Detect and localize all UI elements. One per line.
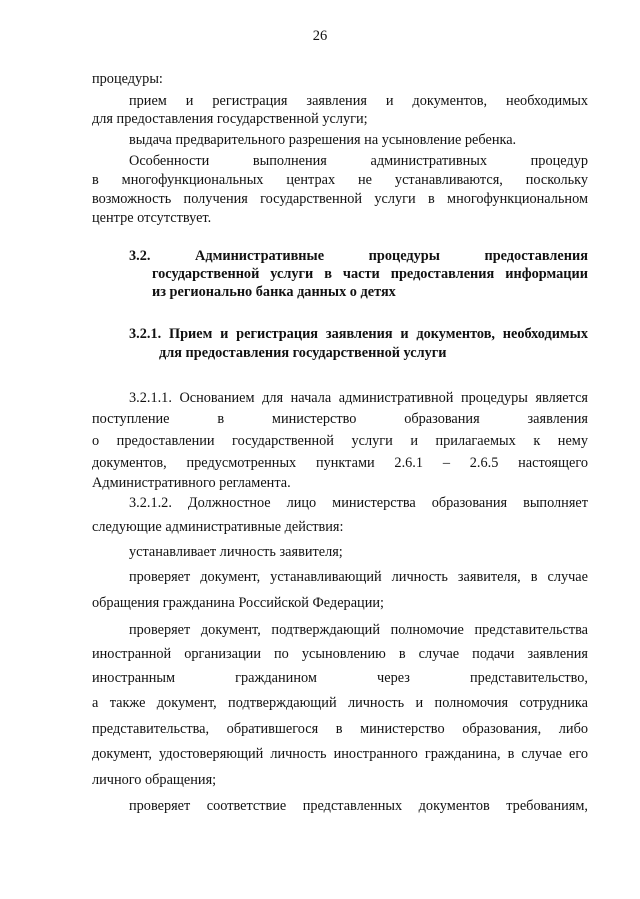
text-line: Особенности выполнения административных процедур [129,153,588,169]
text-line: иностранной организации по усыновлению в случае подачи заявления [92,646,588,662]
subsection-heading: 3.2.1. Прием и регистрация заявления и документов, необходимых [129,326,588,342]
text-line: поступление в министерство образования заявления [92,411,588,427]
text-line: обращения гражданина Российской Федерации; [92,595,384,611]
text-line: прием и регистрация заявления и документов, необходимых [129,93,588,109]
subsection-heading: для предоставления государственной услуги [159,345,447,361]
section-heading: государственной услуги в части предоставления информации [152,266,588,282]
text-line: выдача предварительного разрешения на усыновление ребенка. [129,132,517,148]
text-line: возможность получения государственной услуги в многофункциональном [92,191,588,207]
text-line: центре отсутствует. [92,210,212,226]
text-line: личного обращения; [92,772,217,788]
section-heading: 3.2. Административные процедуры предоставления [129,248,588,264]
text-line: процедуры: [92,71,163,87]
text-line: 3.2.1.2. Должностное лицо министерства образования выполняет [129,495,588,511]
text-line: Административного регламента. [92,475,291,491]
text-line: 3.2.1.1. Основанием для начала административной процедуры является [129,390,588,406]
section-heading: из регионально банка данных о детях [152,284,396,300]
page-number: 26 [312,28,328,44]
text-line: устанавливает личность заявителя; [129,544,343,560]
text-line: проверяет документ, устанавливающий личность заявителя, в случае [129,569,588,585]
text-line: документов, предусмотренных пунктами 2.6.1 – 2.6.5 настоящего [92,455,588,471]
text-line: иностранным гражданином через представительство, [92,670,588,686]
text-line: а также документ, подтверждающий личность и полномочия сотрудника [92,695,588,711]
text-line: документ, удостоверяющий личность иностранного гражданина, в случае его [92,746,588,762]
text-line: о предоставлении государственной услуги и прилагаемых к нему [92,433,588,449]
text-line: проверяет документ, подтверждающий полномочие представительства [129,622,588,638]
text-line: проверяет соответствие представленных документов требованиям, [129,798,588,814]
text-line: для предоставления государственной услуги; [92,111,368,127]
text-line: следующие административные действия: [92,519,344,535]
text-line: представительства, обратившегося в министерство образования, либо [92,721,588,737]
text-line: в многофункциональных центрах не устанавливаются, поскольку [92,172,588,188]
